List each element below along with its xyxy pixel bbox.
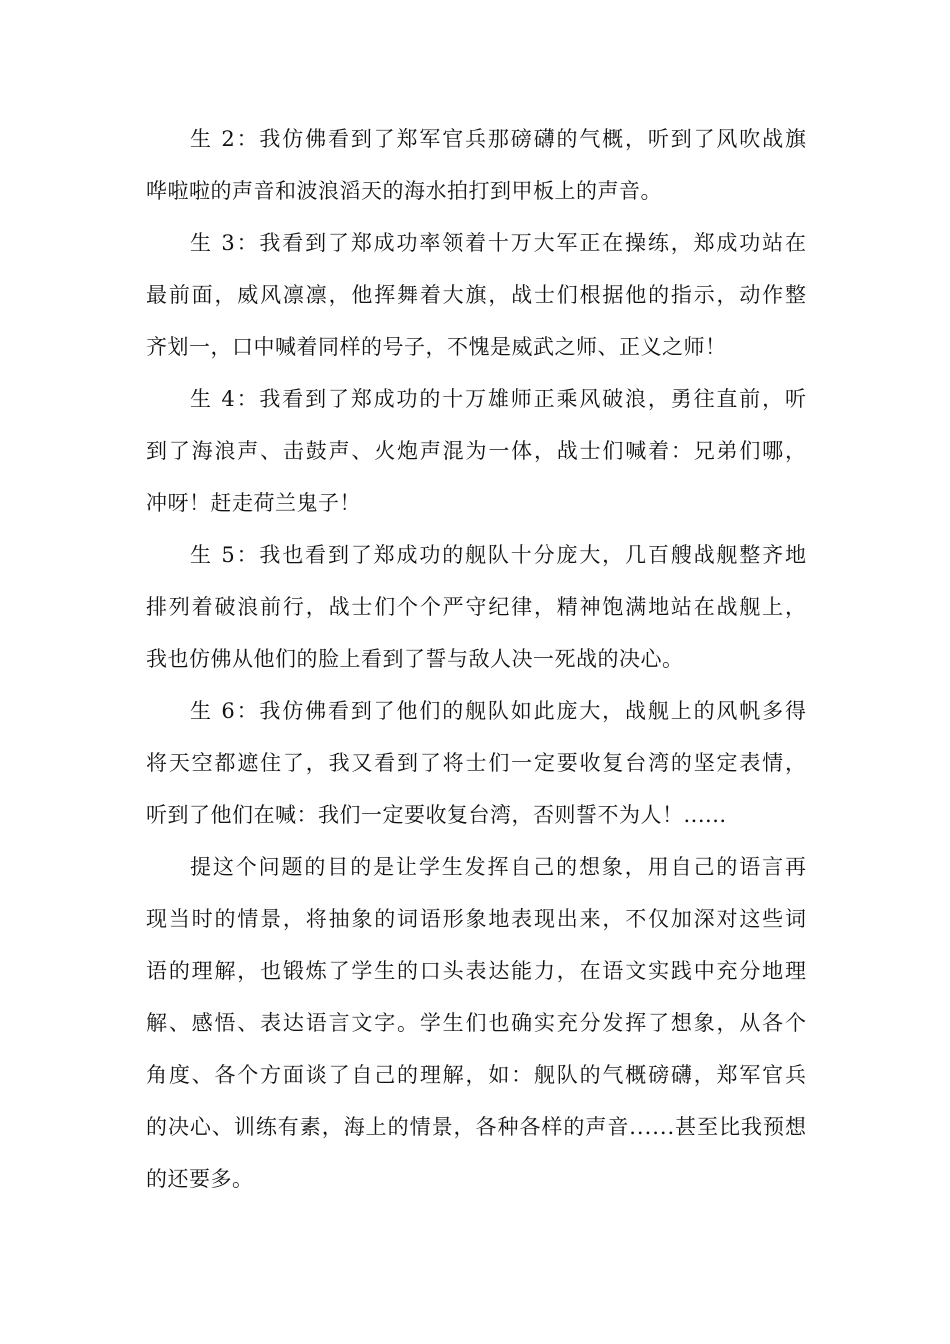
text-line: 解、感悟、表达语言文字。学生们也确实充分发挥了想象，从各个 bbox=[146, 1011, 808, 1035]
text-line: 提这个问题的目的是让学生发挥自己的想象，用自己的语言再 bbox=[190, 855, 808, 879]
text-line: 现当时的情景，将抽象的词语形象地表现出来，不仅加深对这些词 bbox=[146, 907, 808, 931]
paragraph-student-3 bbox=[146, 217, 806, 373]
text-line: 生 2：我仿佛看到了郑军官兵那磅礴的气概，听到了风吹战旗 bbox=[190, 127, 808, 151]
text-line: 的还要多。 bbox=[146, 1167, 254, 1191]
text-line: 生 4：我看到了郑成功的十万雄师正乘风破浪，勇往直前，听 bbox=[190, 387, 808, 411]
paragraph-student-6 bbox=[146, 685, 806, 841]
text-line: 生 3：我看到了郑成功率领着十万大军正在操练，郑成功站在 bbox=[190, 231, 808, 255]
text-line: 排列着破浪前行，战士们个个严守纪律，精神饱满地站在战舰上， bbox=[146, 595, 808, 619]
text-line: 冲呀！赶走荷兰鬼子！ bbox=[146, 491, 361, 515]
document-body bbox=[146, 113, 806, 1205]
paragraph-student-5 bbox=[146, 529, 806, 685]
text-line: 我也仿佛从他们的脸上看到了誓与敌人决一死战的决心。 bbox=[146, 647, 684, 671]
text-line: 将天空都遮住了，我又看到了将士们一定要收复台湾的坚定表情， bbox=[146, 751, 808, 775]
text-line: 角度、各个方面谈了自己的理解，如：舰队的气概磅礴，郑军官兵 bbox=[146, 1063, 808, 1087]
text-line: 听到了他们在喊：我们一定要收复台湾，否则誓不为人！...... bbox=[146, 803, 727, 827]
text-line: 语的理解，也锻炼了学生的口头表达能力，在语文实践中充分地理 bbox=[146, 959, 808, 983]
text-line: 到了海浪声、击鼓声、火炮声混为一体，战士们喊着：兄弟们哪， bbox=[146, 439, 808, 463]
paragraph-student-4 bbox=[146, 373, 806, 529]
text-line: 的决心、训练有素，海上的情景，各种各样的声音......甚至比我预想 bbox=[146, 1115, 807, 1139]
text-line: 齐划一，口中喊着同样的号子，不愧是威武之师、正义之师！ bbox=[146, 335, 727, 359]
paragraph-student-2 bbox=[146, 113, 806, 217]
text-line: 生 5：我也看到了郑成功的舰队十分庞大，几百艘战舰整齐地 bbox=[190, 543, 808, 567]
text-line: 哗啦啦的声音和波浪滔天的海水拍打到甲板上的声音。 bbox=[146, 179, 662, 203]
text-line: 最前面，威风凛凛，他挥舞着大旗，战士们根据他的指示，动作整 bbox=[146, 283, 808, 307]
paragraph-teacher-reflection bbox=[146, 841, 806, 1205]
text-line: 生 6：我仿佛看到了他们的舰队如此庞大，战舰上的风帆多得 bbox=[190, 699, 808, 723]
